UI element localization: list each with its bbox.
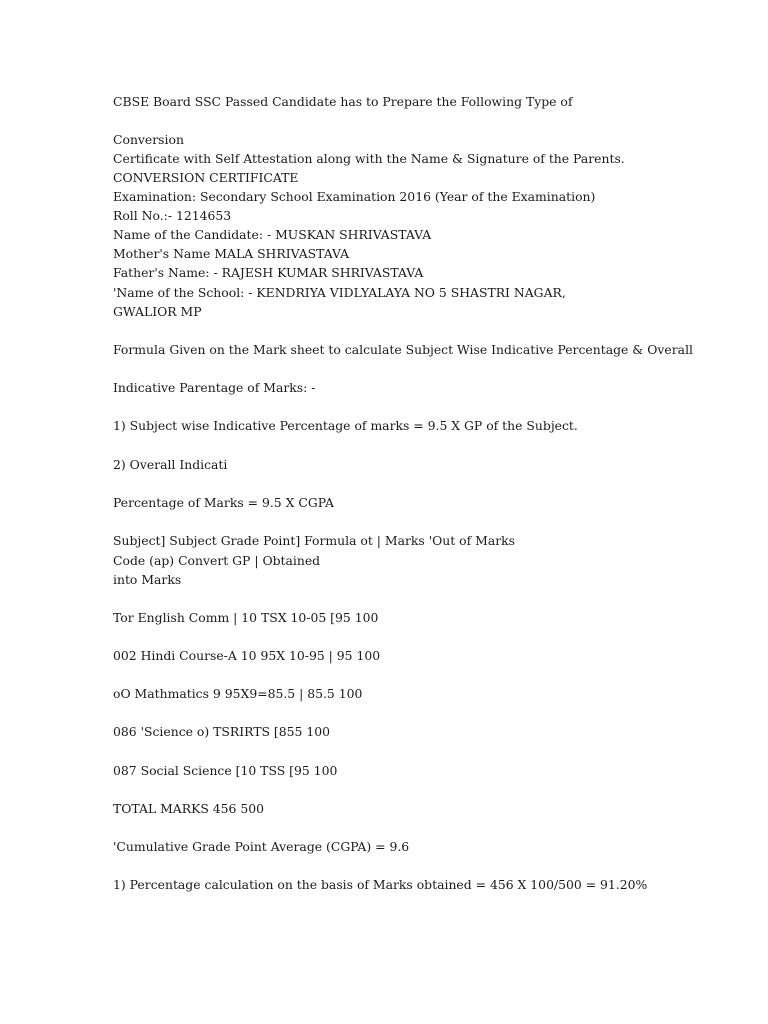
text-line-heading: CBSE Board SSC Passed Candidate has to Prepare the Following Type of [113,94,573,109]
text-line-subject-hindi: 002 Hindi Course-A 10 95X 10-95 | 95 100 [113,648,381,663]
text-line-table-header-3: into Marks [113,572,182,587]
text-line-subject-science: 086 'Science o) TSRIRTS [855 100 [113,724,330,739]
text-line-subject-social-science: 087 Social Science [10 TSS [95 100 [113,763,338,778]
text-line-percentage-calculation: 1) Percentage calculation on the basis of Marks obtained = 456 X 100/500 = 91.20% [113,877,648,892]
text-line-table-header-2: Code (ap) Convert GP | Obtained [113,553,321,568]
text-line-school-city: GWALIOR MP [113,304,202,319]
text-line-subject-english: Tor English Comm | 10 TSX 10-05 [95 100 [113,610,379,625]
text-line-mother-name: Mother's Name MALA SHRIVASTAVA [113,246,350,261]
text-line-school-name: 'Name of the School: - KENDRIYA VIDLYALAYA NO 5 SHASTRI NAGAR, [113,285,566,300]
text-line-percentage-formula: Percentage of Marks = 9.5 X CGPA [113,495,334,510]
text-line-indicative-parentage: Indicative Parentage of Marks: - [113,380,316,395]
text-line-candidate-name: Name of the Candidate: - MUSKAN SHRIVASTAVA [113,227,432,242]
text-line-certificate-note: Certificate with Self Attestation along with the Name & Signature of the Parents. [113,151,625,166]
text-line-formula-intro: Formula Given on the Mark sheet to calculate Subject Wise Indicative Percentage & Overall [113,342,693,357]
text-line-formula-2: 2) Overall Indicati [113,457,228,472]
text-line-roll-no: Roll No.:- 1214653 [113,208,232,223]
text-line-examination: Examination: Secondary School Examination 2016 (Year of the Examination) [113,189,596,204]
text-line-cgpa: 'Cumulative Grade Point Average (CGPA) = 9.6 [113,839,410,854]
text-line-table-header-1: Subject] Subject Grade Point] Formula ot | Marks 'Out of Marks [113,533,516,548]
text-line-subject-maths: oO Mathmatics 9 95X9=85.5 | 85.5 100 [113,686,363,701]
text-line-total-marks: TOTAL MARKS 456 500 [113,801,265,816]
text-line-conversion: Conversion [113,132,184,147]
text-line-formula-1: 1) Subject wise Indicative Percentage of marks = 9.5 X GP of the Subject. [113,418,578,433]
text-line-conversion-certificate: CONVERSION CERTIFICATE [113,170,299,185]
text-line-father-name: Father's Name: - RAJESH KUMAR SHRIVASTAVA [113,265,424,280]
